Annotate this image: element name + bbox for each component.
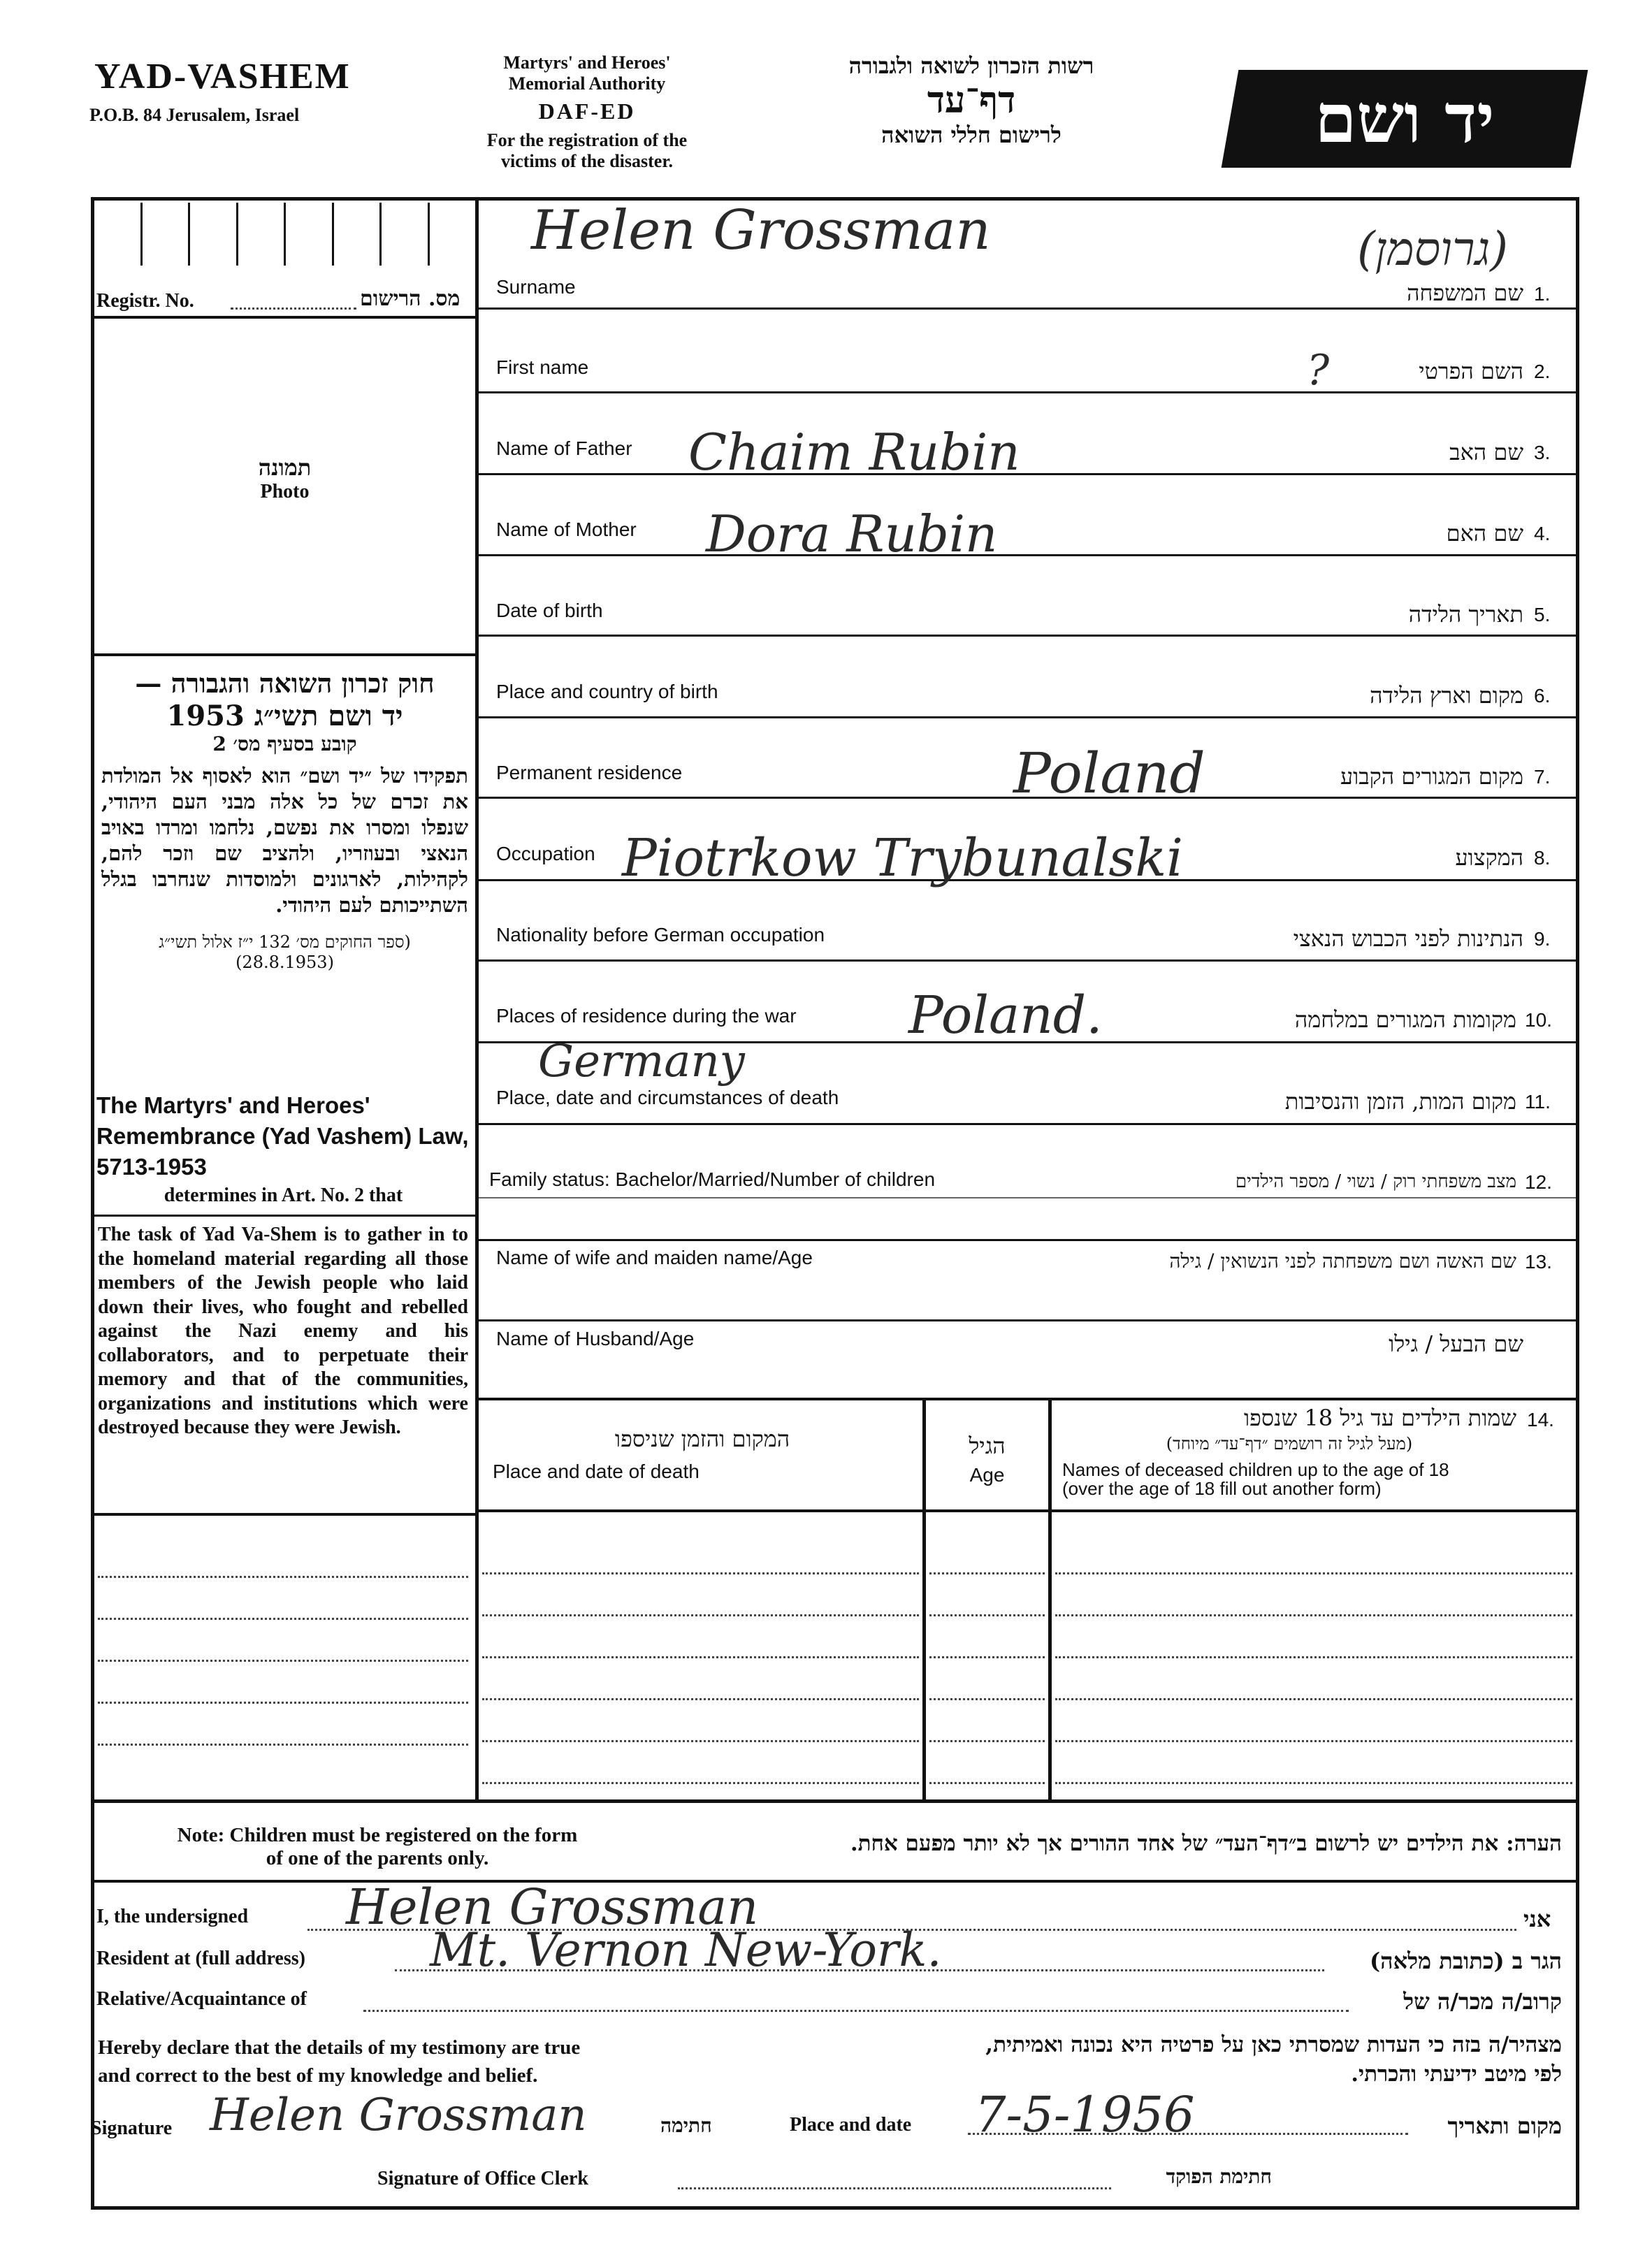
declare-heb2: לפי מיטב ידיעתי והכרתי. bbox=[1351, 2062, 1562, 2087]
field-birthplace-num: 6. bbox=[1534, 685, 1551, 707]
field-nationality-heb: הנתינות לפני הכבוש הנאצי bbox=[1293, 925, 1523, 952]
surname-value-hebrew: (גרוסמן) bbox=[1356, 222, 1509, 276]
header-heb-daf: דף־עד bbox=[927, 79, 1016, 122]
field-birthplace-heb: מקום וארץ הלידה bbox=[1370, 682, 1523, 709]
header-left-title: YAD-VASHEM bbox=[94, 57, 351, 96]
field-mother-label: Name of Mother bbox=[496, 519, 637, 540]
resident-heb: הגר ב (כתובת מלאה) bbox=[1370, 1948, 1562, 1974]
header-center-line1: Martyrs' and Heroes' bbox=[503, 52, 671, 73]
header-center-sub1: For the registration of the bbox=[486, 130, 688, 150]
photo-area bbox=[94, 454, 475, 503]
field-residence-heb: מקום המגורים הקבוע bbox=[1340, 763, 1523, 790]
law-en-body: The task of Yad Va-Shem is to gather in to the homeland material regarding all those members of the Jewish people who laid down their lives, who fought and rebelled against the Nazi enemy and his collaborators, and to perpetuate their memory and that of the communities, organizations and institutions which were destroyed because they were Jewish. bbox=[98, 1224, 468, 1438]
field-birthdate-heb: תאריך הלידה bbox=[1408, 601, 1523, 628]
field-death-num: 11. bbox=[1525, 1091, 1551, 1113]
field-wife-label: Name of wife and maiden name/Age bbox=[496, 1247, 813, 1268]
field-nationality-num: 9. bbox=[1534, 928, 1551, 950]
table-col3-heb2: (מעל לגיל זה רושמים ״דף־עד״ מיוחד) bbox=[1166, 1434, 1413, 1454]
law-en-art: determines in Art. No. 2 that bbox=[164, 1185, 403, 1206]
field-mother-num: 4. bbox=[1534, 523, 1551, 544]
father-value: Chaim Rubin bbox=[688, 423, 1020, 481]
field-birthdate-num: 5. bbox=[1534, 604, 1551, 625]
field-death-label: Place, date and circumstances of death bbox=[496, 1087, 839, 1108]
photo-label: Photo bbox=[260, 481, 310, 502]
undersigned-label: I, the undersigned bbox=[96, 1906, 249, 1927]
table-col2-heb: הגיל bbox=[969, 1433, 1006, 1459]
field-residence-num: 7. bbox=[1534, 766, 1551, 788]
table-col3-en2: (over the age of 18 fill out another form) bbox=[1062, 1478, 1382, 1499]
place-date-heb: מקום ותאריך bbox=[1447, 2113, 1562, 2139]
field-father-heb: שם האב bbox=[1449, 439, 1523, 465]
photo-heb: תמונה bbox=[258, 454, 312, 481]
surname-value: Helen Grossman bbox=[531, 199, 991, 262]
field-firstname-heb: השם הפרטי bbox=[1419, 358, 1523, 384]
clerk-heb: חתימת הפוקד bbox=[1166, 2165, 1272, 2188]
occupation-value: Piotrkow Trybunalski bbox=[622, 828, 1183, 888]
header-heb-authority: רשות הזכרון לשואה ולגבורה bbox=[848, 52, 1094, 79]
field-family-status-heb: מצב משפחתי רוק / נשוי / מספר הילדים bbox=[1235, 1171, 1516, 1192]
place-date-label: Place and date bbox=[790, 2114, 912, 2136]
field-firstname-num: 2. bbox=[1534, 361, 1551, 382]
field-family-status-num: 12. bbox=[1525, 1171, 1552, 1193]
field-surname-heb: שם המשפחה bbox=[1407, 280, 1523, 306]
declare-en bbox=[98, 2034, 580, 2089]
table-col3-en1: Names of deceased children up to the age of 18 bbox=[1062, 1459, 1449, 1480]
field-wife-num: 13. bbox=[1525, 1251, 1552, 1273]
clerk-label: Signature of Office Clerk bbox=[377, 2168, 588, 2189]
field-father-label: Name of Father bbox=[496, 437, 632, 459]
header-left-address: P.O.B. 84 Jerusalem, Israel bbox=[89, 105, 300, 125]
note-heb: הערה: את הילדים יש לרשום ב״דף־העד״ של אחד ההורים אך לא יותר מפעם אחת. bbox=[850, 1831, 1562, 1856]
field-death-heb: מקום המות, הזמן והנסיבות bbox=[1284, 1088, 1516, 1115]
registration-boxes bbox=[94, 203, 475, 266]
field-firstname-label: First name bbox=[496, 356, 589, 378]
field-war-residence-label: Places of residence during the war bbox=[496, 1005, 797, 1027]
law-heb-body: תפקידו של ״יד ושם״ הוא לאסוף אל המולדת את זכרם של כל אלה מבני העם היהודי, שנפלו ומסרו את נפשם, נלחמו ומרדו באויב הנאצי ובעוזריו, ולהציב שם וזכר להם, לקהילות, לארגונים ולמוסדות שנחרבו בגלל השתייכותם לעם היהודי. bbox=[101, 764, 468, 917]
field-surname-num: 1. bbox=[1534, 283, 1551, 305]
field-war-residence-num: 10. bbox=[1525, 1009, 1552, 1031]
header-center-daf: DAF-ED bbox=[538, 99, 636, 124]
law-heb-title2: יד ושם תשי״ג 1953 bbox=[166, 700, 403, 732]
signature-heb: חתימה bbox=[660, 2114, 712, 2137]
field-husband-label: Name of Husband/Age bbox=[496, 1328, 695, 1349]
declare-heb bbox=[769, 2030, 1562, 2089]
field-birthdate-label: Date of birth bbox=[496, 600, 603, 621]
table-num: 14. bbox=[1527, 1409, 1554, 1430]
field-nationality-label: Nationality before German occupation bbox=[496, 924, 825, 946]
note-en bbox=[105, 1824, 650, 1870]
header-center-line2: Memorial Authority bbox=[508, 73, 666, 94]
signature-label: Signature bbox=[91, 2117, 173, 2139]
mother-value: Dora Rubin bbox=[706, 505, 998, 563]
registr-label: Registr. No. bbox=[96, 290, 194, 312]
firstname-value: ? bbox=[1307, 346, 1330, 395]
resident-label: Resident at (full address) bbox=[96, 1948, 305, 1969]
table-col1-en: Place and date of death bbox=[493, 1461, 700, 1482]
field-war-residence-heb: מקומות המגורים במלחמה bbox=[1294, 1006, 1516, 1033]
law-hebrew-block bbox=[101, 667, 468, 972]
note-en2: of one of the parents only. bbox=[266, 1847, 489, 1869]
field-occupation-label: Occupation bbox=[496, 843, 595, 864]
field-birthplace-label: Place and country of birth bbox=[496, 681, 718, 702]
header-hebrew bbox=[783, 52, 1160, 148]
declare-heb1: מצהיר/ה בזה כי העדות שמסרתי כאן על פרטיה היא נכונה ואמיתית, bbox=[985, 2032, 1562, 2057]
field-mother-heb: שם האם bbox=[1446, 520, 1523, 546]
logo-text: יד ושם bbox=[1314, 79, 1495, 158]
field-occupation-num: 8. bbox=[1534, 847, 1551, 869]
header-center-sub2: victims of the disaster. bbox=[500, 151, 673, 171]
field-occupation-heb: המקצוע bbox=[1455, 844, 1523, 871]
table-col1-heb: המקום והזמן שניספו bbox=[614, 1426, 790, 1452]
header-center bbox=[419, 52, 755, 172]
field-residence-label: Permanent residence bbox=[496, 762, 683, 783]
place-date-value: 7-5-1956 bbox=[975, 2086, 1195, 2143]
declare-en2: and correct to the best of my knowledge and belief. bbox=[98, 2064, 538, 2087]
field-husband-heb: שם הבעל / גילו bbox=[1389, 1331, 1523, 1357]
relative-heb: קרוב/ה מכר/ה של bbox=[1403, 1988, 1562, 2015]
law-heb-title: חוק זכרון השואה והגבורה — bbox=[135, 667, 435, 699]
table-col2-en: Age bbox=[969, 1464, 1005, 1486]
note-en1: Note: Children must be registered on the form bbox=[177, 1824, 578, 1846]
law-heb-art: קובע בסעיף מס׳ 2 bbox=[212, 732, 357, 755]
field-surname-label: Surname bbox=[496, 276, 576, 298]
declare-en1: Hereby declare that the details of my testimony are true bbox=[98, 2036, 581, 2059]
relative-label: Relative/Acquaintance of bbox=[96, 1988, 307, 2010]
registr-heb: מס. הרישום bbox=[360, 287, 461, 311]
undersigned-heb: אני bbox=[1523, 1906, 1551, 1932]
undersigned-value: Helen Grossman bbox=[346, 1878, 759, 1936]
field-wife-heb: שם האשה ושם משפחתה לפני הנשואין / גילה bbox=[1169, 1249, 1516, 1273]
law-heb-ref: (ספר החוקים מס׳ 132 י״ז אלול תשי״ג bbox=[159, 932, 411, 952]
law-en-title: The Martyrs' and Heroes' Remembrance (Yad Vashem) Law, 5713-1953 bbox=[96, 1092, 469, 1180]
table-col3-heb: שמות הילדים עד גיל 18 שנספו bbox=[1243, 1405, 1516, 1431]
war-residence-value: Poland. bbox=[908, 985, 1103, 1045]
residence-value: Poland bbox=[1013, 741, 1205, 806]
resident-value: Mt. Vernon New-York. bbox=[430, 1923, 942, 1977]
field-father-num: 3. bbox=[1534, 442, 1551, 463]
law-heb-date: (28.8.1953) bbox=[236, 952, 334, 972]
field-family-status-label: Family status: Bachelor/Married/Number of children bbox=[489, 1168, 936, 1190]
header-heb-sub: לרישום חללי השואה bbox=[881, 122, 1062, 148]
signature-value: Helen Grossman bbox=[210, 2089, 587, 2141]
war-residence-value2: Germany bbox=[538, 1036, 745, 1087]
yad-vashem-logo bbox=[1222, 70, 1588, 168]
